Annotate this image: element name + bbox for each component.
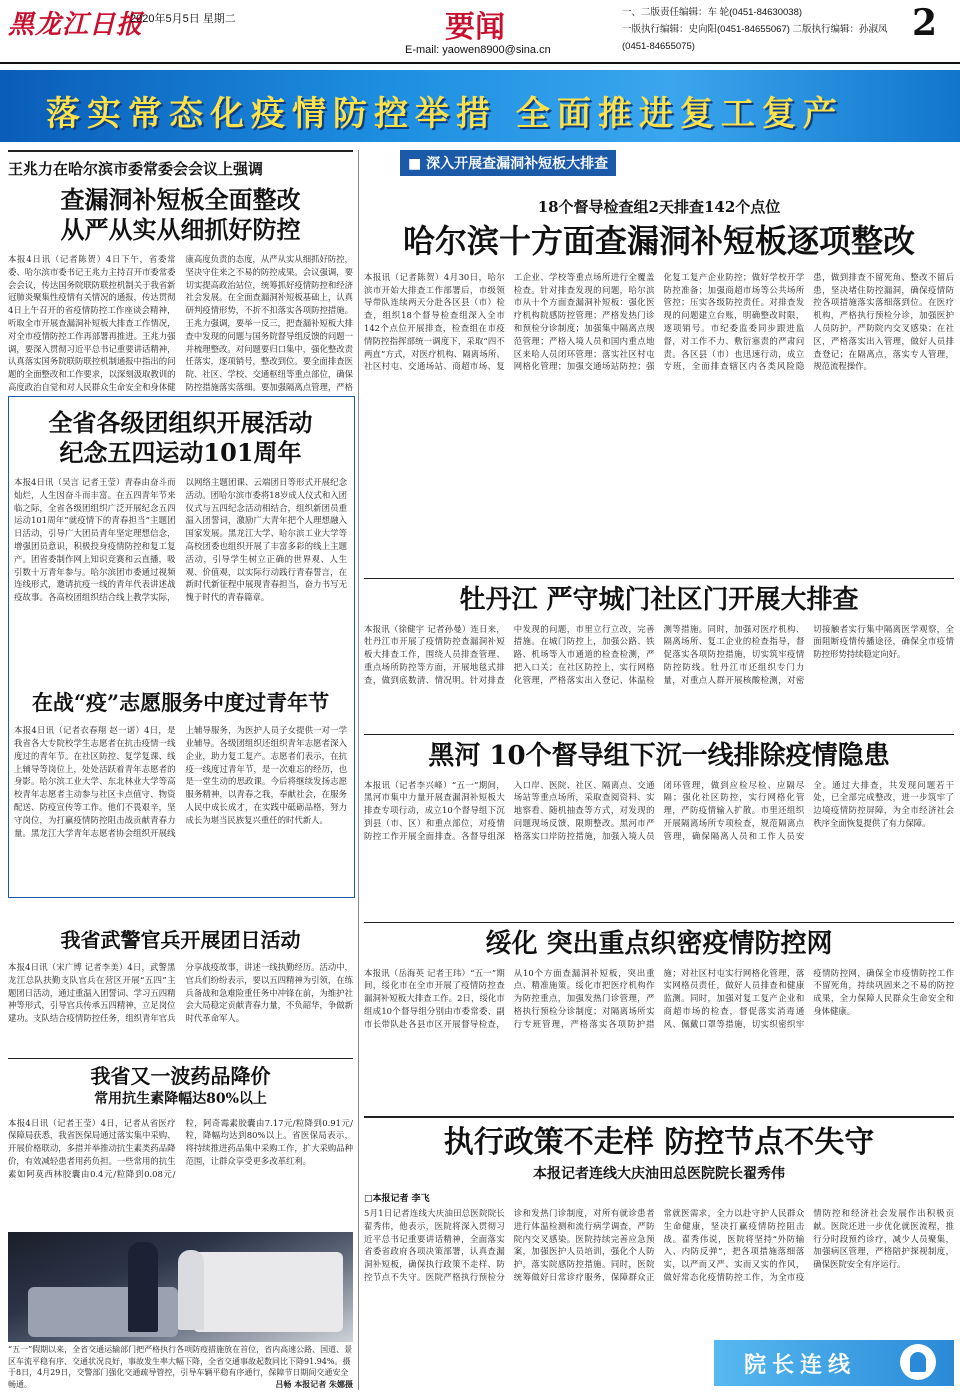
masthead <box>0 0 960 64</box>
paper-name: 黑龙江日报 <box>8 10 144 40</box>
article-body: 本报讯（岳海英 记者王玮）“五一”期间，绥化市在全市开展了疫情防控查漏洞补短板大排查工作。2日，绥化市组成10个督导组分别由市委常委、副市长带队赴各县市区开展督导检查，从10个方面查漏洞补短板，突出重点、精准施策。绥化市把医疗机构作为防控重点，加强发热门诊管理，严格执行预检分诊制度；对隔离场所实行专班管理，严格落实各项防护措施；对社区村屯实行网格化管理，落实网格员责任，做好人员排查和健康监测。同时，加强对复工复产企业和商超市场的检查，督促落实消毒通风、佩戴口罩等措施，切实织密织牢疫情防控网，确保全市疫情防控工作不留死角，持续巩固来之不易的防控成果，全力保障人民群众生命安全和身体健康。 <box>364 967 954 1029</box>
traffic-police-photo <box>8 1232 353 1342</box>
divider <box>8 150 353 152</box>
article-armed-police <box>8 926 353 1056</box>
article-body: 本报4日讯（记者王莹）4日，记者从省医疗保障局获悉，我省医保局通过落实集中采购、开展价格联动，多措并举推动抗生素类药品降价，有效减轻患者用药负担。一些常用的抗生素如阿莫西林胶囊由0.4元/粒降到0.08元/粒，阿奇霉素胶囊由7.17元/粒降到0.91元/粒，降幅均达到80%以上。省医保局表示，将持续推进药品集中采购工作，扩大采购品种范围，让群众享受更多改革红利。 <box>8 1117 353 1179</box>
badge-label: 院长连线 <box>744 1353 857 1378</box>
divider <box>364 734 954 735</box>
article-body: 本报4日讯（吴言 记者王莹）青春由奋斗而灿烂，人生因奋斗而丰富。在五四青年节来临之际，全省各级团组织广泛开展纪念五四运动101周年“就疫情下的青春担当”主题团日活动，引导广大团员青年坚定理想信念，增强团员意识，积极投身疫情防控和复工复产。团省委制作网上知识竞赛和云直播，吸引数十万青年参与。哈尔滨团市委通过视频连线形式，邀请抗疫一线的青年代表讲述战疫故事。各高校团组织结合线上教学实际，以网络主题团课、云端团日等形式开展纪念活动。团哈尔滨市委将18岁成人仪式和入团仪式与五四纪念活动相结合，组织新团员重温入团誓词，激励广大青年把个人理想融入国家发展。黑龙江大学、哈尔滨工业大学等高校团委也组织开展了丰富多彩的线上主题活动，引导学生树立正确的世界观、人生观、价值观，以实际行动践行青春誓言，在新时代新征程中展现青春担当，奋力书写无愧于时代的青春篇章。 <box>14 477 347 603</box>
column-divider <box>358 150 359 1390</box>
section-email: E-mail: yaowen8900@sina.cn <box>405 44 551 56</box>
article-wang-zhaoli <box>8 156 353 396</box>
issue-date: 2020年5月5日 星期二 <box>130 13 236 25</box>
headline-banner <box>0 70 960 142</box>
article-body: 本报4日讯（宋广博 记者李美）4日，武警黑龙江总队扶勤支队官兵在营区开展“五四”主题团日活动，通过重温入团誓词、学习五四精神等形式，引导官兵传承五四精神，立足岗位建功。支队结合疫情防控任务，组织青年官兵分享战疫故事，讲述一线执勤经历。活动中，官兵们纷纷表示，要以五四精神为引领，在练兵备战和急难险重任务中冲锋在前，为维护社会大局稳定贡献青春力量，不负韶华，争做新时代革命军人。 <box>8 962 353 1024</box>
article-subtitle: 本报记者连线大庆油田总医院院长翟秀伟 <box>533 1165 785 1182</box>
caption-credit: 吕畅 本报记者 朱娜摄 <box>275 1378 353 1389</box>
article-body: 本报4日讯（记者陈贺）4日下午，省委常委、哈尔滨市委书记王兆力主持召开市委常委会会议，传达国务院联防联控机制关于我省新冠肺炎聚集性疫情有关情况的通报，传达贯彻4日上午召开的省疫情防控工作座谈会精神，听取全市开展查漏洞补短板大排查工作情况，对全市疫情防控工作再部署再推进。王兆力强调，要深入贯彻习近平总书记重要讲话精神，认真落实国务院联防联控机制通报中指出的问题的全面整改和工作要求，以深刻汲取教训的高度政治自觉和对人民群众生命安全和身体健康高度负责的态度，从严从实从细抓好防控，坚决守住来之不易的防控成果。会议强调，要切实提高政治站位，统筹抓好疫情防控和经济社会发展。在全面查漏洞补短板基础上，认真研判疫情形势，不折不扣落实各项防控措施。王兆力强调，要举一反三，把查漏补短板大排查中发现的问题与国务院督导组反馈的问题一并梳理整改。对问题要归口集中，强化整改责任落实，逐项销号，整改到位。要全面排查医院、社区、学校、交通枢纽等重点部位，确保防控措施落实落细。要加强隔离点管理，严格 <box>8 254 353 392</box>
editor-credits <box>622 4 897 55</box>
article-subtitle: 常用抗生素降幅达80%以上 <box>94 1091 267 1107</box>
photo-vehicle <box>193 1252 343 1332</box>
divider <box>8 1058 353 1059</box>
tag-label: 深入开展查漏洞补短板大排查 <box>426 156 609 172</box>
article-headline: 执行政策不走样 防控节点不失守 <box>443 1125 875 1160</box>
caption-text: “五一”假期以来，全省交通运输部门把严格执行各项防疫措施放在首位，省内高速公路、国道、景区车流平稳有序、交通状况良好，事故发生率大幅下降，全省交通事故起数同比下降91.94%。摄于8日，4月29日，交警部门强化交通疏导管控，引导车辆平稳有序通行，保障节日期间交通安全畅通。 <box>8 1345 353 1389</box>
article-body: 本报讯（记者陈贺）4月30日，哈尔滨市开始大排查工作部署后，市级领导带队连续两天分赴各区县（市）检查，组织18个督导检查组深入全市142个点位开展排查，检查组在市疫情防控指挥部统一调度下，采取“四不两直”方式，对医疗机构、隔离场所、社区村屯、交通场站、商超市场、复工企业、学校等重点场所进行全覆盖检查。针对排查发现的问题，哈尔滨市从十个方面查漏洞补短板：强化医疗机构院感防控管理；严格发热门诊和预检分诊制度；加强集中隔离点规范管理；严格入境人员和国内重点地区来哈人员闭环管理；落实社区村屯网格化管理；加强交通场站防控；强化复工复产企业防控；做好学校开学防控准备；加强商超市场等公共场所管控；压实各级防控责任。对排查发现的问题建立台账，明确整改时限，逐项销号。市纪委监委同步跟进监督，对工作不力、敷衍塞责的严肃问责。各区县（市）也迅速行动，成立专班，全面排查辖区内各类风险隐患，做到排查不留死角、整改不留后患，坚决堵住防控漏洞，确保疫情防控各项措施落实落细落到位。在医疗机构，严格执行预检分诊，加强医护人员防护，严防院内交叉感染；在社区，严格落实出入管理，做好人员排查登记；在隔离点，落实专人管理，规范流程操作。 <box>364 271 954 372</box>
divider <box>364 578 954 579</box>
banner-text: 落实常态化疫情防控举措 全面推进复工复产 <box>46 94 844 134</box>
section-title: 要闻 <box>445 10 505 45</box>
article-headline: 牡丹江 严守城门社区门开展大排查 <box>459 585 859 615</box>
section-tag <box>400 150 616 176</box>
article-mudanjiang <box>364 582 954 732</box>
article-headline: 绥化 突出重点织密疫情防控网 <box>485 929 833 959</box>
article-drug-prices <box>8 1062 353 1224</box>
divider <box>364 1116 954 1118</box>
photo-caption <box>8 1344 353 1390</box>
doctor-icon <box>900 1344 936 1380</box>
article-headline: 我省武警官兵开展团日活动 <box>60 928 301 952</box>
article-body: 5月1日记者连线大庆油田总医院院长翟秀伟，他表示，医院将深入贯彻习近平总书记重要讲话精神，全面落实省委省政府各项决策部署，认真查漏洞补短板，确保执行政策不走样、防控节点不失守。医院严格执行预检分诊和发热门诊制度，对所有就诊患者进行体温检测和流行病学调查，严防院内交叉感染。医院持续完善应急预案，加强医护人员培训，强化个人防护，落实院感防控措施。同时，医院统筹做好日常诊疗服务，保障群众正常就医需求，全力以赴守护人民群众生命健康，坚决打赢疫情防控阻击战。翟秀伟说，医院将坚持“外防输入、内防反弹”，把各项措施落细落实，以严而又严、实而又实的作风，做好常态化疫情防控工作，为全市疫情防控和经济社会发展作出积极贡献。医院还进一步优化就医流程，推行分时段预约诊疗，减少人员聚集，加强病区管理，严格陪护探视制度，确保医院安全有序运行。 <box>364 1208 954 1282</box>
article-headline: 在战“疫”志愿服务中度过青年节 <box>31 690 330 715</box>
photo-officer <box>128 1242 158 1332</box>
article-may-fourth <box>14 404 347 684</box>
article-daqing-hospital <box>364 1120 954 1338</box>
article-body: 本报4日讯（记者衣春翔 赵一诺）4日，是我省各大专院校学生志愿者在抗击疫情一线度过的青年节。在社区防控、复学复课、线上辅导等岗位上，处处活跃着青年志愿者的身影。哈尔滨工业大学、东北林业大学等高校青年志愿者主动参与社区卡点值守、物资配送、防疫宣传等工作。他们不畏艰辛，坚守岗位，为打赢疫情防控阻击战贡献青春力量。黑龙江大学青年志愿者协会组织开展线上辅导服务，为医护人员子女提供一对一学业辅导。各级团组织还组织青年志愿者深入企业，助力复工复产。志愿者们表示，在抗疫一线度过青年节，是一次难忘的经历，也是一堂生动的思政课。今后将继续发扬志愿服务精神，以青春之我，奉献社会，在服务人民中成长成才，在实践中砥砺品格，努力成长为堪当民族复兴重任的时代新人。 <box>14 725 347 838</box>
divider <box>364 922 954 923</box>
editor-line: 一、二版责任编辑：车 轮(0451-84630038) <box>622 7 803 18</box>
page-number: 2 <box>912 2 938 44</box>
tag-icon: ■ <box>408 156 422 172</box>
article-harbin-inspection <box>364 176 954 574</box>
article-body: 本报讯（徐健宇 记者孙曼）连日来，牡丹江市开展了疫情防控查漏洞补短板大排查工作，围绕人员排查管理、重点场所防控等方面，开展地毯式排查，做到底数清、情况明。针对排查中发现的问题，市里立行立改，完善措施。在城门防控上，加强公路、铁路、机场等入市通道的检查检测，严把入口关；在社区防控上，实行网格化管理，严格落实出入登记、体温检测等措施。同时，加强对医疗机构、隔离场所、复工企业的检查指导，督促落实各项防控措施，切实筑牢疫情防控防线。牡丹江市还组织专门力量，对重点人群开展核酸检测，对密切接触者实行集中隔离医学观察，全面阻断疫情传播途径，确保全市疫情防控形势持续稳定向好。 <box>364 623 954 685</box>
article-top-title: 18个督导检查组2天排查142个点位 <box>537 198 781 216</box>
article-volunteers <box>14 688 347 924</box>
article-headline: 我省又一波药品降价 <box>90 1064 271 1088</box>
dean-connection-badge <box>714 1340 954 1386</box>
article-suihua <box>364 926 954 1112</box>
article-headline: 全省各级团组织开展活动 纪念五四运动101周年 <box>48 408 313 467</box>
photo-officer <box>178 1250 204 1330</box>
article-headline: 查漏洞补短板全面整改 从严从实从细抓好防控 <box>60 185 301 244</box>
article-body: 本报讯（记者李兴峰）“五一”期间，黑河市集中力量开展查漏洞补短板大排查专项行动，成立10个督导组下沉到县（市、区）和重点部位，对疫情防控工作开展全面排查。各督导组深入口岸、医院、社区、隔离点、交通场站等重点场所，采取查阅资料、实地察看、随机抽查等方式，对发现的问题现场反馈、限期整改。黑河市严格落实口岸防控措施，加强入境人员闭环管理，做到应检尽检、应隔尽隔；强化社区防控，实行网格化管理，严防疫情输入扩散。市里还组织开展隔离场所专项检查，规范隔离点管理，确保隔离人员和工作人员安全。通过大排查，共发现问题若干处，已全部完成整改，进一步筑牢了边境疫情防控屏障，为全市经济社会秩序全面恢复提供了有力保障。 <box>364 779 954 841</box>
article-byline: □本报记者 李飞 <box>364 1194 430 1204</box>
editor-line: 一版执行编辑：史向阳(0451-84655067) 二版执行编辑：孙淑凤(0451-84655075) <box>622 24 888 52</box>
article-headline: 哈尔滨十方面查漏洞补短板逐项整改 <box>402 221 915 260</box>
article-headline: 黑河 10个督导组下沉一线排除疫情隐患 <box>428 741 890 771</box>
article-heihe <box>364 738 954 918</box>
article-kicker: 王兆力在哈尔滨市委常委会会议上强调 <box>8 160 264 178</box>
